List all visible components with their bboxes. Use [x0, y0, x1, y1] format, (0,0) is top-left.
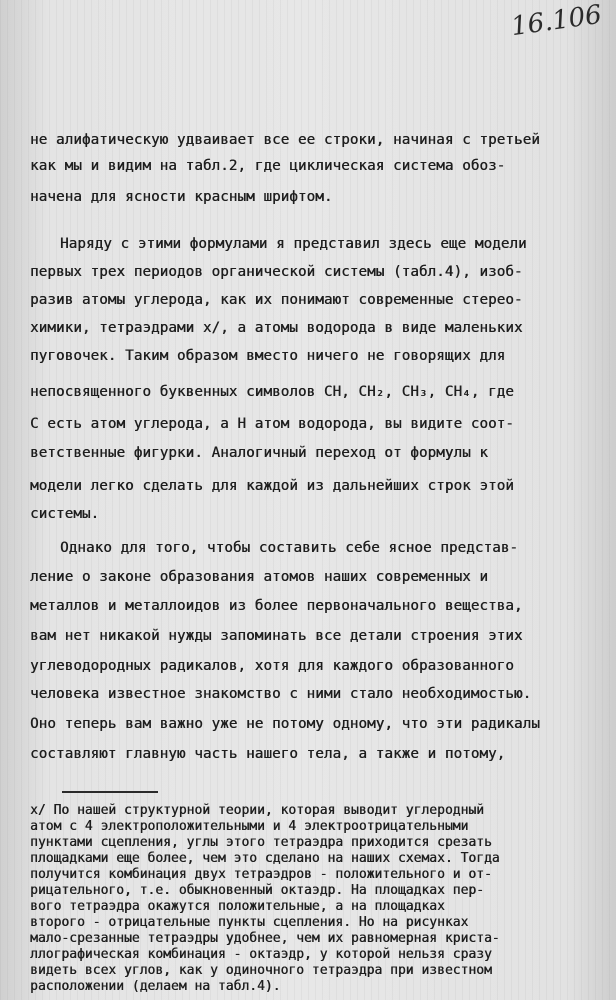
body-line: Однако для того, чтобы составить себе ясное представ-	[60, 540, 519, 556]
body-line: системы.	[30, 506, 100, 522]
footnote-separator	[62, 791, 158, 793]
body-line: химики, тетраэдрами х/, а атомы водорода в виде маленьких	[30, 320, 523, 336]
body-line: ветственные фигурки. Аналогичный переход от формулы к	[30, 445, 489, 461]
page-number: 16.106	[509, 0, 604, 43]
body-line: Наряду с этими формулами я представил здесь еще модели	[60, 236, 527, 252]
body-line: металлов и металлоидов из более первоначального вещества,	[30, 598, 523, 614]
footnote-line: площадками еще более, чем это сделано на наших схемах. Тогда	[30, 851, 500, 866]
body-line: Оно теперь вам важно уже не потому одному, что эти радикалы	[30, 716, 540, 732]
footnote-line: х/ По нашей структурной теории, которая выводит углеродный	[30, 803, 484, 818]
body-line: составляют главную часть нашего тела, а также и потому,	[30, 746, 506, 762]
footnote-line: мало-срезанные тетраэдры удобнее, чем их равномерная криста-	[30, 931, 500, 946]
footnote-line: ллографическая комбинация - октаэдр, у которой нельзя сразу	[30, 947, 492, 962]
body-line: как мы и видим на табл.2, где циклическая система обоз-	[30, 158, 506, 174]
footnote-line: атом с 4 электроположительными и 4 электроотрицательными	[30, 819, 469, 834]
body-line: модели легко сделать для каждой из дальнейших строк этой	[30, 478, 514, 494]
footnote-line: получится комбинация двух тетраэдров - положительного и от-	[30, 867, 492, 882]
footnote-line: видеть всех углов, как у одиночного тетраэдра при известном	[30, 963, 492, 978]
body-line: не алифатическую удваивает все ее строки, начиная с третьей	[30, 132, 540, 148]
body-line: С есть атом углерода, а Н атом водорода, вы видите соот-	[30, 416, 514, 432]
body-line: вам нет никакой нужды запоминать все детали строения этих	[30, 628, 523, 644]
footnote-line: вого тетраэдра окажутся положительные, а на площадках	[30, 899, 445, 914]
body-line: первых трех периодов органической системы (табл.4), изоб-	[30, 264, 523, 280]
body-line: начена для ясности красным шрифтом.	[30, 189, 333, 205]
body-line: углеводородных радикалов, хотя для каждого образованного	[30, 658, 514, 674]
body-line: пуговочек. Таким образом вместо ничего не говорящих для	[30, 348, 506, 364]
footnote-line: второго - отрицательные пункты сцепления. Но на рисунках	[30, 915, 469, 930]
body-line: ление о законе образования атомов наших современных и	[30, 569, 489, 585]
body-line: непосвященного буквенных символов СН, СН₂, СН₃, СН₄, где	[30, 384, 514, 400]
footnote-line: пунктами сцепления, углы этого тетраэдра приходится срезать	[30, 835, 492, 850]
body-line: разив атомы углерода, как их понимают современные стерео-	[30, 292, 523, 308]
body-line: человека известное знакомство с ними стало необходимостью.	[30, 686, 532, 702]
footnote-line: расположении (делаем на табл.4).	[30, 979, 281, 994]
footnote-line: рицательного, т.е. обыкновенный октаэдр. На площадках пер-	[30, 883, 484, 898]
